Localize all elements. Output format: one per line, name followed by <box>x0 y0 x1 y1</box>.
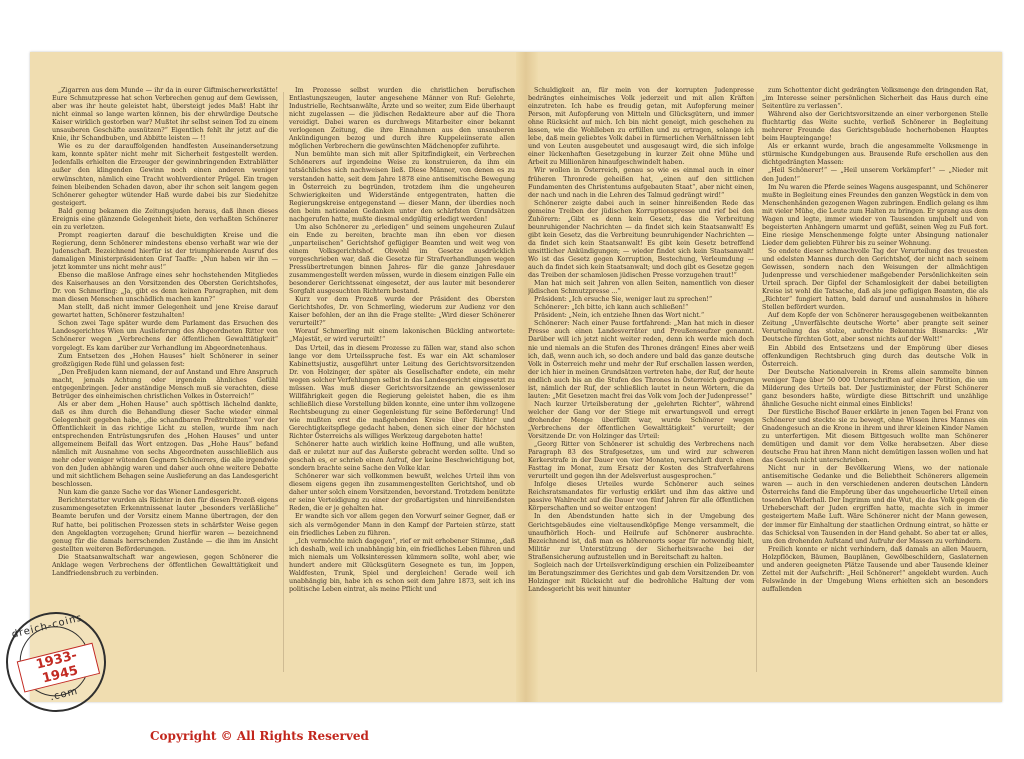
paragraph: „Heil Schönerer!“ — „Heil unserem Vorkämpfer!“ — „Nieder mit den Juden!“ <box>762 166 988 183</box>
paragraph: Wir wollen in Österreich, genau so wie es einmal auch in einer früheren Thronrede geheißen hat, „einen auf den sittlichen Fundamenten des Christentums aufgebauten Staat“, aber nicht einen, der nach und nach in die Lehren des Talmud gedrängt wird!“ <box>528 166 754 199</box>
column-rule-right <box>756 92 757 672</box>
paragraph: „Den Preßjuden kann niemand, der auf Anstand und Ehre Anspruch macht, jemals Achtung oder irgendein ähnliches Gefühl entgegenbringen. Jeder anständige Mensch muß sie verachten, diese Betrüger des einheimischen christlichen Volkes in Österreich!“ <box>52 367 278 400</box>
document-sheet <box>30 52 1002 702</box>
paragraph: Präsident: „Ich ersuche Sie, weniger laut zu sprechen!“ <box>534 295 713 304</box>
paragraph: So endete dieser schmachvolle Tag der Verurteilung des treuesten und edelsten Mannes durch den Gerichtshof, der nicht nach seinem Gewissen, sondern nach den Weisungen der allmächtigen Judenpresse und verschiedener maßgebender Persönlichkeiten sein Urteil sprach. Der Gipfel der Schamlosigkeit der dabei beteiligten Kreise ist wohl die Tatsache, daß als jene gefügigen Beamten, die als „Richter“ fungiert hatten, bald darauf und ausnahmslos in höhere Stellen befördert wurden. <box>762 246 988 312</box>
paragraph: Bald genug bekamen die Zeitungsjuden heraus, daß ihnen dieses Ereignis eine glänzende Gelegenheit biete, den verhaßten Schönerer ein zu verletzen. <box>52 206 278 231</box>
paragraph: „Zigarren aus dem Munde — ihr da in eurer Giftmischerwerkstätte! Eure Schmutzpresse hat schon Verbrechen genug auf dem Gewissen, aber was ihr heute geleistet habt, übersteigt jedes Maß! Habt ihr nicht einmal so lange warten können, bis der ehrwürdige Deutsche Kaiser wirklich gestorben war? Mußtet ihr selbst seinen Tod zu einem unsauberen Geschäfte ausnützen?“ Eigentlich fehlt ihr jetzt auf die Knie, ihr Schandbuben, und Abbitte leisten — !! <box>52 86 278 143</box>
column-rule-left <box>283 92 284 672</box>
paragraph: Man hat mich seit Jahren von allen Seiten, namentlich von dieser jüdischen Schmutzpresse ...“ <box>528 279 754 296</box>
paragraph: Schönerer: Nach einer Pause fortfahrend: „Man hat mich in dieser Presse auch einen Landesverräter und Preußenseufzer genannt. Darüber will ich jetzt nicht weiter reden, denn ich werde mich doch nie und niemals an die Stufen des Thrones drängen! Eines aber weiß ich, daß, wenn auch ich, so doch andere und bald das ganze deutsche Volk in Österreich mehr und mehr der Ruf erschallen lassen werden, der ich hier in meinen Grundsätzen vertreten habe, der Ruf, der heute endlich auch bis an die Stufen des Thrones in Österreich gedrungen ist, nämlich der Ruf, der schließlich lautet in neun Wörtern, die da lauten: „Mit Gesetzen macht frei das Volk vom Joch der Judenpresse!“ <box>528 319 754 400</box>
paragraph: Der Deutsche Nationalverein in Krems allein sammelte binnen weniger Tage über 50 000 Unterschriften auf einer Petition, die um Milderung des Urteils bat. Der Justizminister, der Fürst Schönerer ganz besonders haßte, würdigte diese Bittschrift und unzählige ähnliche Gesuche nicht einmal eines Einblicks! <box>762 367 988 408</box>
paragraph: Infolge dieses Urteiles wurde Schönerer auch seines Reichsratsmandates für verlustig erklärt und ihm das aktive und passive Wahlrecht auf die Dauer von fünf Jahren für alle öffentlichen Körperschaften und so weiter entzogen! <box>528 480 754 513</box>
paragraph: Das Urteil, das in diesem Prozesse zu fällen war, stand also schon lange vor dem Urteilsspruche fest. Es war ein Akt schamloser Kabinettsjustiz, ausgeführt unter Leitung des Gerichtsvorsitzenden Dr. von Holzinger, der später als Gesellschafter endete, ein mehr wegen solcher Verfehlungen selbst in das Landesgericht eingesetzt zu müssen. Was muß dieser Gerichtsvorsitzende an gewissenloser Willfährigkeit gegen die Regierung geleistet haben, die es ihm schließlich diese Vorstellung bilden konnte, eine unter ihm vollzogene Rechtsbeugung zu einer Gegenleistung für seine Beförderung! Und wie mußten erst die maßgebenden Kreise über Richter und Gerechtigkeitspflege gedacht haben, denen sich einer der höchsten Richter Österreichs als williges Werkzeug dargeboten hatte! <box>289 343 515 441</box>
text-column-3 <box>528 86 754 676</box>
text-column-4 <box>762 86 988 676</box>
paragraph: Zum Entsetzen des „Hohen Hauses“ hielt Schönerer in seiner großzügigen Rede fühl und gelassen fest: <box>52 351 278 368</box>
paragraph: Nun bemühte man sich mit aller Spitzfindigkeit, ein Verbrechen Schönerers auf irgendeine Weise zu konstruieren, da ihm ein tatsächliches sich nachweisen ließ. Diese Männer, von denen es zu verstanden hatte, seit dem Jahre 1878 eine antisemitische Bewegung in Österreich zu begründen, trotzdem ihm die ungeheuren Schwierigkeiten und Widerstände entgegentraten, hatten die Regierungskreise entgegenstand — dieser Mann, der überdies noch den beim nationalen Gedanken unter den schärfsten Grundsätzen nachgerufen hatte, mußte diesmal endgültig erledigt werden! <box>289 150 515 223</box>
paragraph: In den Abendstunden hatte sich in der Umgebung des Gerichtsgebäudes eine vieltausendköpfige Menge versammelt, die unaufhörlich Hoch- und Heilrufe auf Schönerer ausbrachte. Bezeichnend ist, daß man es höherenorts sogar für notwendig hielt, Militär zur Unterstützung der Sicherheitswache bei der Straßensicherung aufzustellen und in Bereitschaft zu halten. <box>528 512 754 561</box>
paragraph: „Georg Ritter von Schönerer ist schuldig des Verbrechens nach Paragraph 83 des Strafgesetzes, um und wird zur schweren Kerkerstrafe in der Dauer von vier Monaten, verschärft durch einen Fasttag im Monat, zum Ersatz der Kosten des Strafverfahrens verurteilt und gegen ihn der Adelsverlust ausgesprochen.“ <box>528 440 754 481</box>
paragraph: Man stellt, daß nicht immer Gelegenheit und jene Kreise darauf gewartet hatten, Schönerer festzuhalten! <box>52 303 278 320</box>
paragraph: Ebenso die maßlose Anfrage eines sehr hochstehenden Mitgliedes des Kaiserhauses an den Vorsitzenden des Obersten Gerichtshofes, Dr. von Schmerling: „Ja, gibt es denn keinen Paragraphen, mit dem man diesen Menschen unschädlich machen kann?“ <box>52 271 278 304</box>
paragraph: Schönerer zeigte dabei auch in seiner hinreißenden Rede das gemeine Treiben der jüdischen Korruptionspresse und rief bei den Zuhörern: „Gibt es denn kein Gesetz, das die Verbreitung beunruhigender Nachrichten — da findet sich kein Staatsanwalt! Es gibt kein Gesetz, das die Verbreitung beunruhigender Nachrichten — da findet sich kein Staatsanwalt! Es gibt kein Gesetz betreffend unsittlicher Ankündigungen; — wieder findet sich kein Staatsanwalt! Wo ist das Gesetz gegen Korruption, Bestechung, Verleumdung — auch da findet sich kein Staatsanwalt; und doch gibt es Gesetze gegen das Treiben der schamlosen jüdischen Presse vorzugehen traut!“ <box>528 198 754 280</box>
paragraph: Auf dem Kopfe der von Schönerer herausgegebenen weitbekannten Zeitung „Unverfälschte deutsche Worte“ aber prangte seit seiner Verurteilung das stolze, aufrechte Bekenntnis Bismarcks: „Wir Deutsche fürchten Gott, aber sonst nichts auf der Welt!“ <box>762 311 988 344</box>
paragraph: Während also der Gerichtsvorsitzende an einer verborgenen Stelle fluchtartig das Weite suchte, verließ Schönerer in Begleitung mehrerer Freunde das Gerichtsgebäude hocherhobenen Hauptes beim Haupteingange! <box>762 110 988 143</box>
text-column-1 <box>52 86 278 676</box>
copyright-notice: Copyright © All Rights Reserved <box>150 729 369 743</box>
paragraph: Er wandte sich vor allem gegen den Vorwurf seiner Gegner, daß er sich als vermögender Mann in den Kampf der Parteien stürze, statt ein friedliches Leben zu führen. <box>289 512 515 537</box>
paragraph: Prompt reagierten darauf die beschuldigten Kreise und die Regierung, denn Schönerer mindestens ebenso verhaßt war wie der Judenschaft. Bezeichnend hierfür ist der triumphierende Ausruf des damaligen Ministerpräsidenten Graf Taaffe: „Nun haben wir ihn — jetzt kommter uns nicht mehr aus!“ <box>52 230 278 272</box>
paragraph: Im Nu waren die Pferde seines Wagens ausgespannt, und Schönerer mußte in Begleitung eines Freundes den ganzen Wegstück in dem von Menschenhänden gezogenen Wagen zubringen. Endlich gelang es ihm mit vieler Mühe, die Leute zum Halten zu bringen. Er sprang aus dem Wagen und legte, immer wieder von Tausenden umjubelt und von begeisterten Anhängern umarmt und gefüßt, seinen Weg zu Fuß fort. Eine riesige Menschenmenge folgte unter Absingung nationaler Lieder dem geliebten Führer bis zu seiner Wohnung. <box>762 182 988 247</box>
text-column-2 <box>289 86 515 676</box>
paragraph: Als er aber dem „Hohen Hause“ auch spöttisch lächelnd dankte, daß es ihm durch die Behandlung dieser Sache wieder einmal Gelegenheit gegeben habe, „die schandbaren Preßtrebitzen“ vor der Öffentlichkeit in das richtige Licht zu stellen, wurde ihm nach entsprechenden Entrüstungsrufen des „Hohen Hauses“ und unter allgemeinem Beifall das Wort entzogen. Das „Hohe Haus“ befand nämlich mit Ausnahme von sechs Abgeordneten ausschließlich aus mehr oder weniger wütenden Gegnern Schönerers, die alle irgendwie von den Juden abhängig waren und daher auch ohne weitere Debatte und mit sichtlichem Behagen seine Auslieferung an das Landesgericht beschlossen. <box>52 399 278 489</box>
paragraph: Der fürstliche Bischof Bauer erklärte in jenen Tagen bei Franz von Schönerer und steckte sie zu bewegt, ohne Wissen ihres Mannes ein Gnadengesuch an die Krone in ihrem und ihrer kleinen Kinder Namen zu unterfertigen. Mit diesem Bittgesuch wollte man Schönerer demütigen und damit vor dem Volke herabsetzen. Aber diese deutsche Frau hat ihren Mann nicht demütigen lassen wollen und hat das Gesuch nicht unterschrieben. <box>762 407 988 465</box>
paragraph: Ein Abbild des Entsetzens und der Empörung über dieses offenkundigen Rechtsbruch ging durch das deutsche Volk in Österreich. <box>762 343 988 368</box>
paragraph: Um also Schönerer zu „erledigen“ und seinem ungeheuren Zulauf ein Ende zu bereiten, brachte man ihn eben vor diesen „unparteiischen“ Gerichtshof gefügiger Beamten und weit weg von einem Volksgerichtshof. Obwohl im Gesetze ausdrücklich vorgeschrieben war, daß die Gesetze für Strafverhandlungen wegen Pressübertretungen binnen Jahres- für die ganze Jahresdauer zusammengestellt werden müssen, wurde in diesem einzigen Falle ein besonderer Gerichtssenat eingesetzt, der aus lauter mit besonderer Sorgfalt ausgesuchten Richtern bestand. <box>289 222 515 296</box>
paragraph: Die Staatsanwaltschaft war angewiesen, gegen Schönerer die Anklage wegen Verbrechens der öffentlichen Gewalttätigkeit und Landfriedensbruch zu verbinden. <box>52 552 278 577</box>
stamp-years-label: 1933-1945 <box>17 643 100 693</box>
paragraph: Kurz vor dem Prozeß wurde der Präsident des Obersten Gerichtshofes, Dr. von Schmerling, wiederum zur Audienz vor den Kaiser befohlen, der an ihn die Frage stellte: „Wird dieser Schönerer verurteilt?“ <box>289 295 515 328</box>
paragraph: „Ich vermöchte mich dagegen“, rief er mit erhobener Stimme, „daß ich deshalb, weil ich unabhängig bin, ein friedliches Leben führen und mich niemals um Volksinteressen kümmern sollte, wohl aber, wie hundert andere mit Glücksgütern Gesegnete es tun, im Joppen, Waldfesten, Trunk, Spiel und dergleichen! Gerade weil ich unabhängig bin, habe ich es schon seit dem Jahre 1873, seit ich ins politische Leben eintrat, als meine Pflicht und <box>289 536 515 593</box>
paragraph: Schon zwei Tage später wurde dem Parlament das Ersuchen des Landesgerichtes Wien um Auslieferung des Abgeordneten Ritter von Schönerer wegen „Verbrechens der öffentlichen Gewalttätigkeit“ vorgelegt. Es kam darüber zur Verhandlung im Abgeordnetenhaus. <box>52 319 278 352</box>
paragraph: Schönerer: „Ich bitte, ich kann auch schließen!“ <box>534 303 689 312</box>
paragraph: Präsident: „Nein, ich entziehe Ihnen das Wort nicht.“ <box>534 311 705 320</box>
paragraph: Schönerer war sich vollkommen bewußt, welches Urteil ihm von diesem eigens gegen ihn zusammengestellten Gerichtshof, und ob daher unter solch einem Vorsitzenden, bevorstand. Trotzdem benützte er seine Verteidigung zu einer der großartigsten und hinreißendsten Reden, die er je gehalten hat. <box>289 472 515 513</box>
paragraph: Berichterstatter wurden als Richter in den für diesen Prozeß eigens zusammengesetzten Erkenntnissenat lauter „besonders verläßliche“ Beamte berufen und der Vorsitz einem Manne übertragen, der den Ruf hatte, bei politischen Prozessen stets in schärfster Weise gegen den Angeklagten vorzugehen; Grund hierfür waren — bezeichnend genug für die damals herrschenden Zustände — die ihm im Ansicht gestellten weiteren Beförderungen. <box>52 496 278 553</box>
paragraph: Als er erkannt wurde, brach die angesammelte Volksmenge in stürmische Kundgebungen aus. Brausende Rufe erschollen aus den dichtgedrängten Massen: <box>762 142 988 167</box>
stamp-ring-top-text: dreich-coins <box>10 612 84 641</box>
paragraph: Freilich konnte er nicht verhindern, daß damals an allen Mauern, Holzpflöcken, Bäumen, Bauplänen, Gewölbeschildern, Gaslaternen und anderen geeigneten Plätze Tausende und aber Tausende kleiner Zettel mit der Aufschrift: „Heil Schönerer!“ angeklebt wurden. Auch Felswände in der Umgebung Wiens erhielten sich an besonders auffallenden <box>762 544 988 593</box>
stamp-ring-bottom-text: .com <box>48 685 80 704</box>
paragraph: Im Prozesse selbst wurden die christlichen berufischen Entlastungszeugen, lauter angesehene Männer von Ruf: Gelehrte, Industrielle, Rechtsanwälte, Ärzte und so weiter, zum Eide überhaupt nicht zugelassen — die jüdischen Redakteure aber auf die Thora vereidigt. Dabei waren es durchwegs Mitarbeiter einer bekannt verlogenen Zeitung, die ihre Einnahmen aus den unsauberen Ankündigungen bezog und durch ihre Kuppeleiinserate allen möglichen Verbrechern die gewünschten Mädchenopfer zuführte. <box>289 86 515 151</box>
paragraph: Nun kam die ganze Sache vor das Wiener Landesgericht. <box>58 488 242 497</box>
paragraph: Wie es zu der darauffolgenden handfesten Auseinandersetzung kam, konnte später nicht mehr mit Sicherheit festgestellt werden. Jedenfalls erhielten die Erzeuger der gewinnbringenden Extrablätter außer den klingenden Gewinn noch einen anderen weniger erwünschten, nämlich eine Tracht wohlverdienter Prügel. Ein tragen feinen bleibenden Schaden davon, aber ihr schon seit langem gegen Schönerer gehegter wütender Haß wurde dabei bis zur Siedehitze gesteigert. <box>52 142 278 207</box>
paragraph: Schönerer hatte auch wirklich keine Hoffnung, und alle wußten, daß er zuletzt nur auf das Äußerste gebracht werden sollte. Und so geschah es, er schrieb einen Aufruf, der keine Beschwichtigung bot, sondern brachte seine Sache den Volke klar. <box>289 440 515 473</box>
paragraph: zum Schottentor dicht gedrängten Volksmenge den dringenden Rat, „im Interesse seiner persönlichen Sicherheit das Haus durch eine Seitentüre zu verlassen“. <box>762 86 988 111</box>
paragraph: Sogleich nach der Urteilsverkündigung erschien ein Polizeibeamter im Beratungszimmer des Gerichtes und gab dem Vorsitzenden Dr. von Holzinger mit Rücksicht auf die bedrohliche Haltung der vom Landesgericht bis weit hinunter <box>528 560 754 593</box>
paragraph: Nicht nur in der Bevölkerung Wiens, wo der nationale antisemitische Gedanke und die Beliebtheit Schönerers allgemein waren — auch in den verschiedenen anderen deutschen Ländern Österreichs fand die Empörung über das ungeheuerliche Urteil einen tosenden Widerhall. Der Ingrimm und die Wut, die das Volk gegen die Urheberschaft der Juden ergriffen hatte, machte sich in immer gesteigertem Maße Luft. Wäre Schönerer nicht der Mann gewesen, der immer für Einhaltung der staatlichen Ordnung eintrat, so hätte er das Schicksal von Tausenden in der Hand gehabt. So aber tat er alles, um den drohenden Aufstand und Aufruhr der Massen zu verhindern. <box>762 464 988 545</box>
paragraph: Worauf Schmerling mit einem lakonischen Bückling antwortete: „Majestät, er wird verurteilt!“ <box>289 327 515 344</box>
paragraph: Schuldigkeit an, für mein von der korrupten Judenpresse bedrängtes einheimisches Volk jederzeit und mit allen Kräften einzutreten. Ich habe es freudig getan, mit Aufopferung meiner Person, mit Aufopferung von Mitteln und Glücksgütern, und immer ohne Rücksicht auf mich. Ich bin nicht geneigt, mich geschehen zu lassen, wie die Wohlleben zu erfüllen und zu ertragen, solange ich lebe, daß mein geliebtes Volk dabei in fürmerlichen Verhältnissen lebt und von Leuten ausgebeutet und ausgesaugt wird, die sich infolge einer lückenhaften Gesetzgebung in kurzer Zeit ohne Mühe und Arbeit zu Millionären hinaufgeschwindelt haben. <box>528 86 754 167</box>
paragraph: Nach kurzer Urteilsberatung der „gelehrten Richter“, während welcher der Gang vor der Stiege mit erwartungsvoll und erregt drohender Menge überfüllt war, wurde Schönerer wegen „Verbrechens der öffentlichen Gewalttätigkeit“ verurteilt; der Vorsitzende Dr. von Holzinger das Urteil: <box>528 399 754 441</box>
